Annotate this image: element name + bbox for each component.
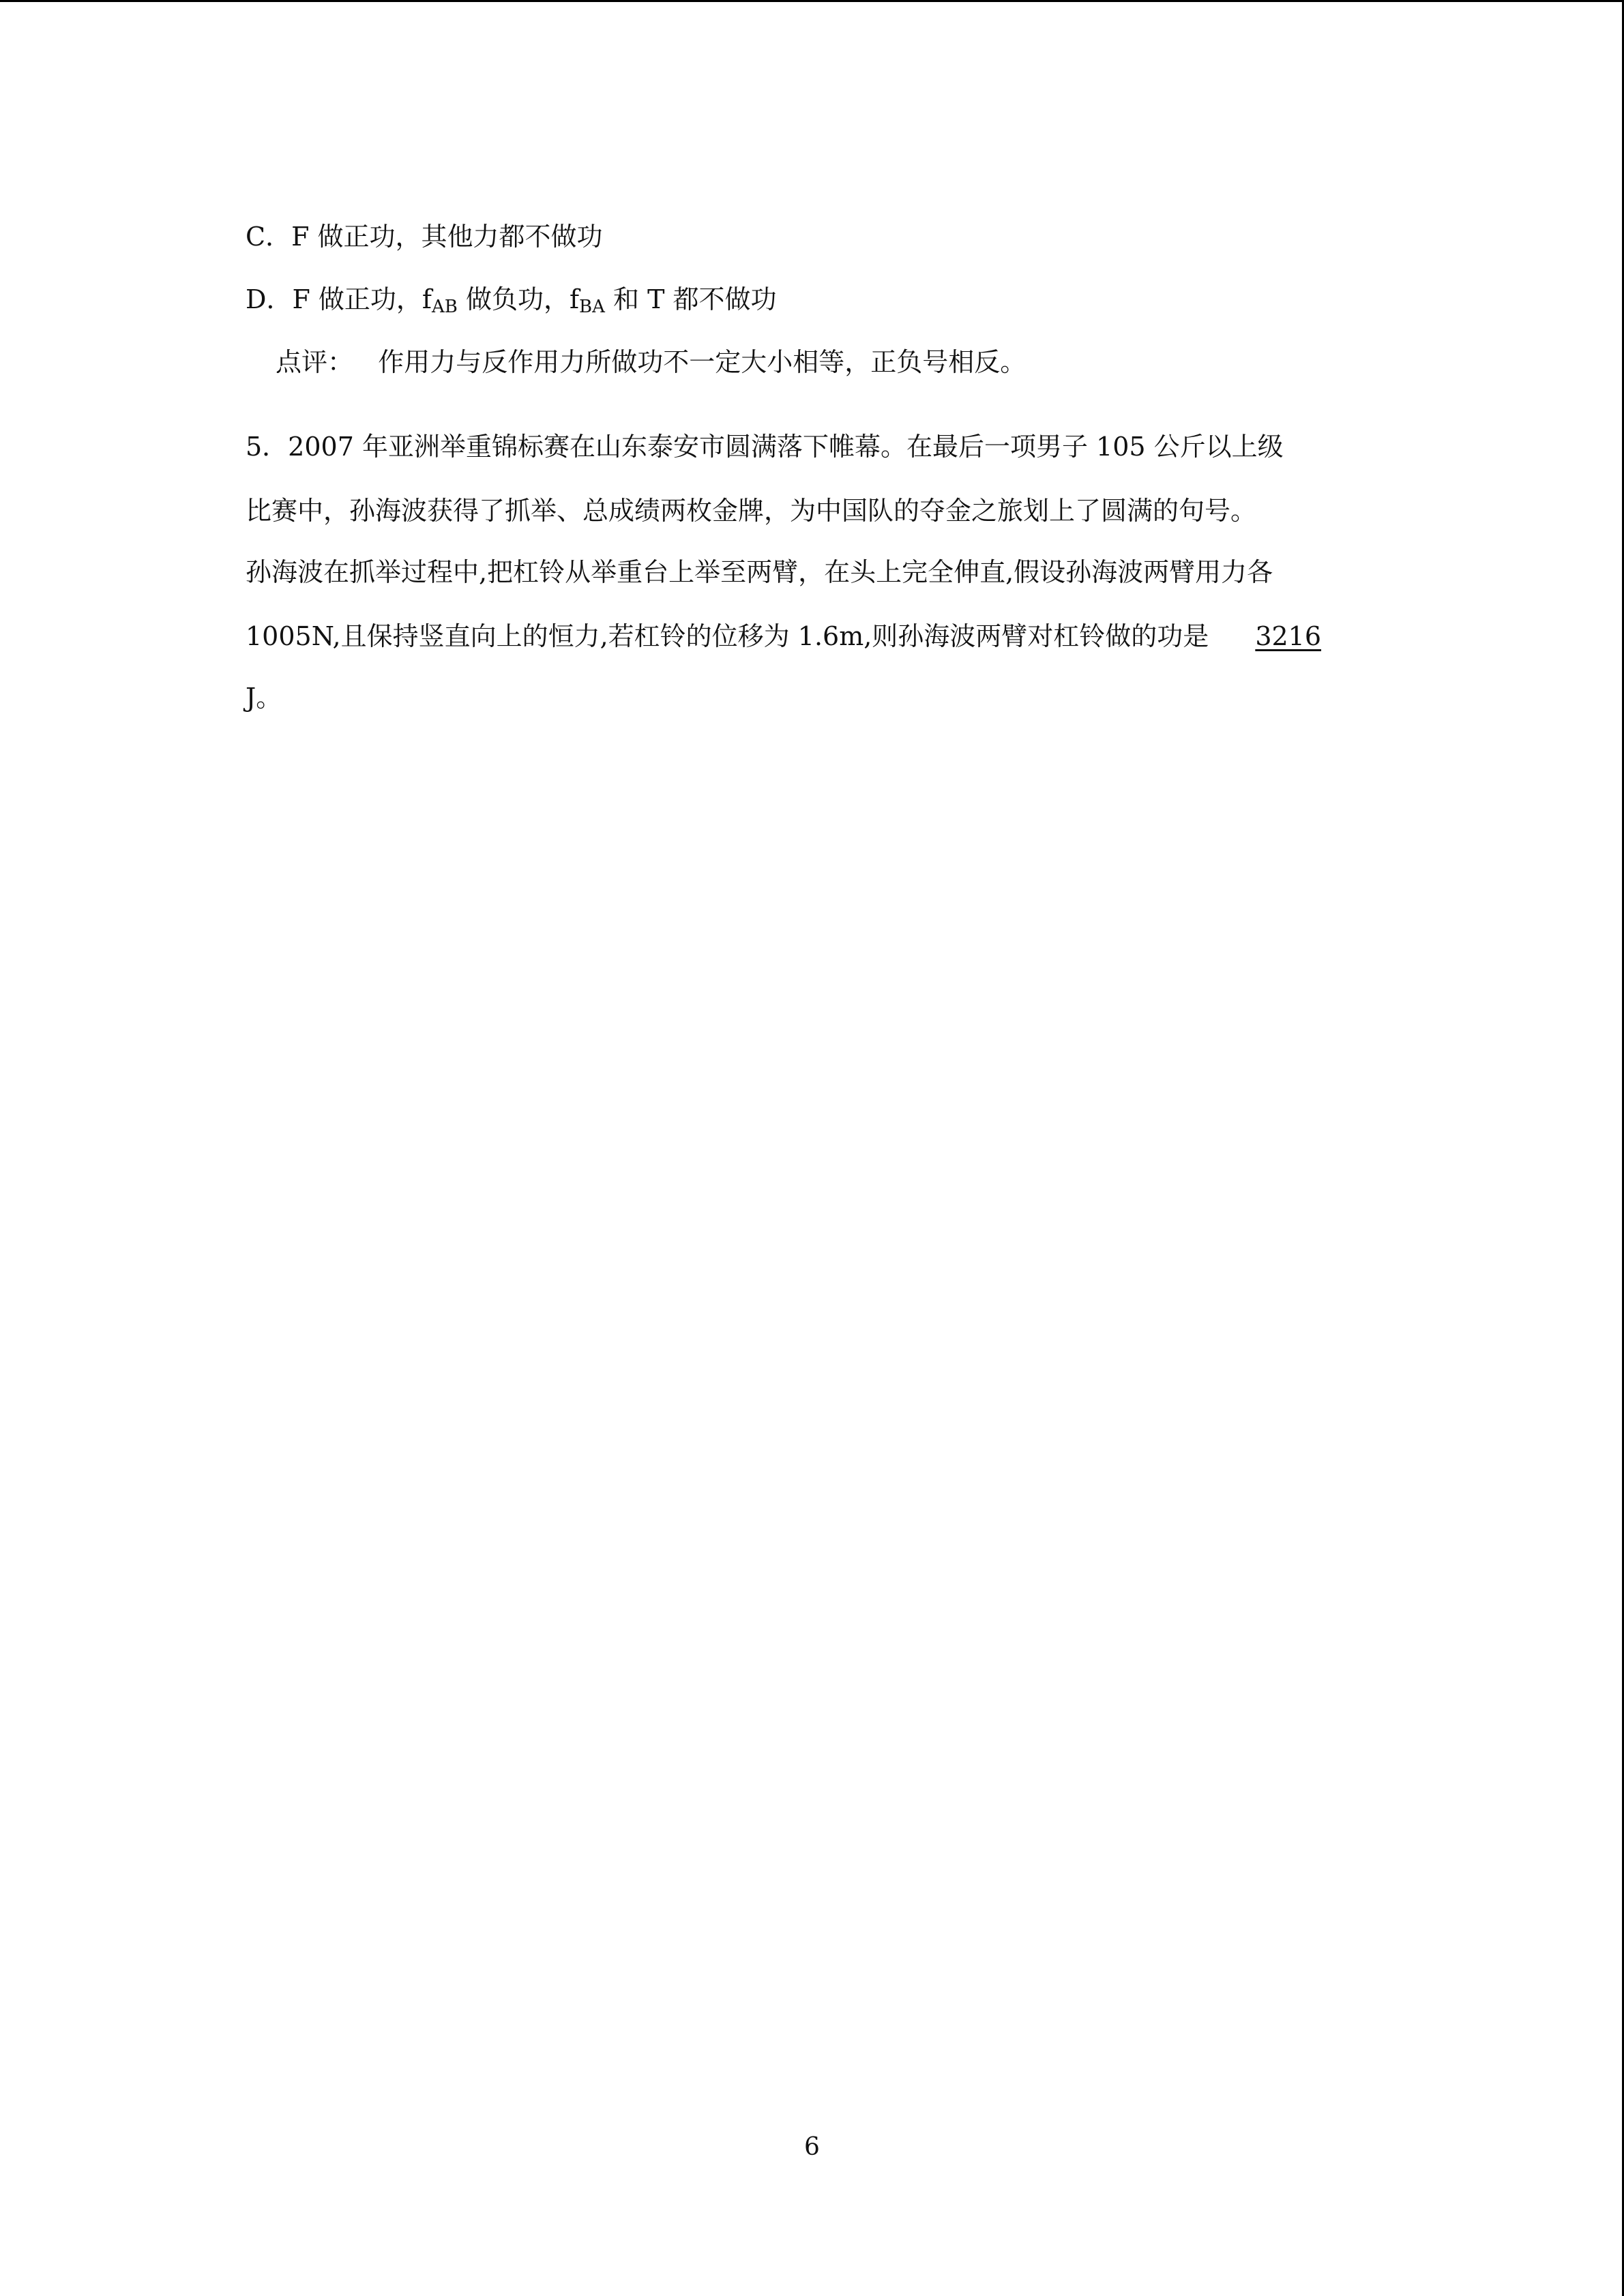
option-d-mid: 做负功，f — [457, 284, 580, 314]
comment-text: 作用力与反作用力所做功不一定大小相等，正负号相反。 — [378, 347, 1027, 377]
question-5-line-2 — [246, 494, 1256, 528]
question-5-text-2: 比赛中，孙海波获得了抓举、总成绩两枚金牌，为中国队的夺金之旅划上了圆满的句号。 — [246, 496, 1257, 526]
option-c-text: C．F 做正功，其他力都不做功 — [246, 222, 603, 252]
question-5-text-5: J。 — [246, 683, 282, 713]
question-5-line-5 — [246, 681, 282, 715]
question-5-text-4: 1005N,且保持竖直向上的恒力,若杠铃的位移为 1.6m,则孙海波两臂对杠铃做的功是 — [246, 621, 1209, 651]
question-5-line-4 — [246, 619, 1321, 653]
comment — [276, 345, 1026, 379]
subscript-ba: BA — [579, 297, 605, 317]
comment-label: 点评： — [276, 347, 354, 377]
option-d-prefix: D．F 做正功，f — [246, 284, 432, 314]
question-5-line-1 — [246, 430, 1284, 464]
question-5-text-3: 孙海波在抓举过程中,把杠铃从举重台上举至两臂，在头上完全伸直,假设孙海波两臂用力各 — [246, 557, 1273, 587]
question-5-line-3 — [246, 555, 1273, 589]
page-number: 6 — [804, 2133, 820, 2161]
option-d — [246, 282, 777, 316]
subscript-ab: AB — [431, 297, 458, 317]
option-c — [246, 220, 603, 254]
answer-blank: 3216 — [1255, 621, 1322, 651]
question-5-text-1: 5．2007 年亚洲举重锦标赛在山东泰安市圆满落下帷幕。在最后一项男子 105 公斤以上级 — [246, 432, 1284, 462]
option-d-suffix: 和 T 都不做功 — [604, 284, 777, 314]
top-border — [0, 0, 1624, 2]
